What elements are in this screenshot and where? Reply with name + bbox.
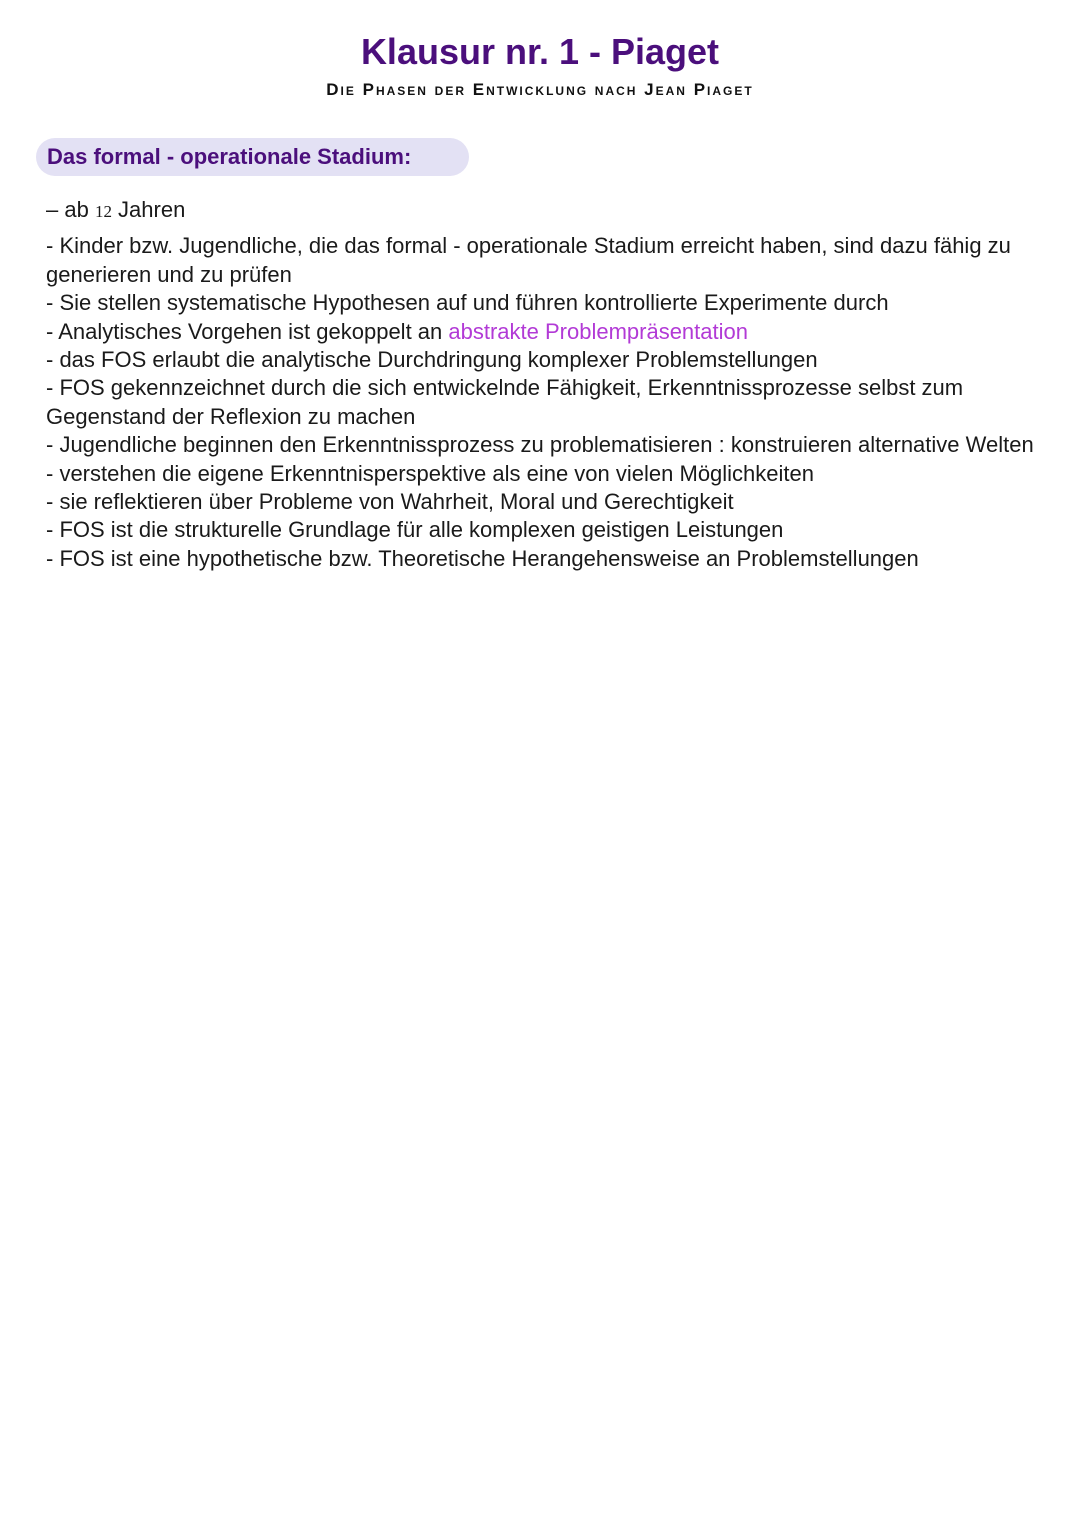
bullet-item: - FOS gekennzeichnet durch die sich entwickelnde Fähigkeit, Erkenntnissprozesse selbst zum Gegenstand der Reflexion zu machen — [46, 375, 964, 429]
bullet-item: - sie reflektieren über Probleme von Wahrheit, Moral und Gerechtigkeit — [46, 489, 734, 515]
bullet-item: - Sie stellen systematische Hypothesen auf und führen kontrollierte Experimente durch — [46, 290, 889, 316]
content-body — [46, 196, 1046, 573]
bullet-item: - das FOS erlaubt die analytische Durchdringung komplexer Problemstellungen — [46, 347, 818, 373]
section-heading-pill — [36, 138, 469, 176]
page-header — [0, 30, 1080, 102]
bullet-item: - FOS ist die strukturelle Grundlage für alle komplexen geistigen Leistungen — [46, 517, 784, 543]
age-line — [46, 196, 1046, 226]
page-subtitle: Die Phasen der Entwicklung nach Jean Piaget — [326, 80, 754, 99]
bullet-item: - FOS ist eine hypothetische bzw. Theoretische Herangehensweise an Problemstellungen — [46, 545, 919, 571]
page-title: Klausur nr. 1 - Piaget — [360, 31, 720, 72]
age-number: 12 — [94, 202, 112, 221]
age-line-suffix: Jahren — [111, 197, 186, 222]
bullet-item — [46, 318, 1046, 346]
bullet-text: - Analytisches Vorgehen ist gekoppelt an — [46, 318, 449, 344]
bullet-item: - Kinder bzw. Jugendliche, die das formal - operationale Stadium erreicht haben, sind dazu fähig zu generieren und zu prüfen — [46, 233, 1011, 287]
highlighted-term: abstrakte Problempräsentation — [448, 318, 748, 344]
bullet-list — [46, 232, 1046, 573]
section-title: Das formal - operationale Stadium: — [47, 144, 412, 169]
bullet-item: - Jugendliche beginnen den Erkenntnissprozess zu problematisieren : konstruieren alternative Welten - verstehen die eigene Erkenntnisperspektive als eine von vielen Möglichkeiten — [46, 432, 1034, 486]
age-line-prefix: – ab — [46, 197, 95, 222]
